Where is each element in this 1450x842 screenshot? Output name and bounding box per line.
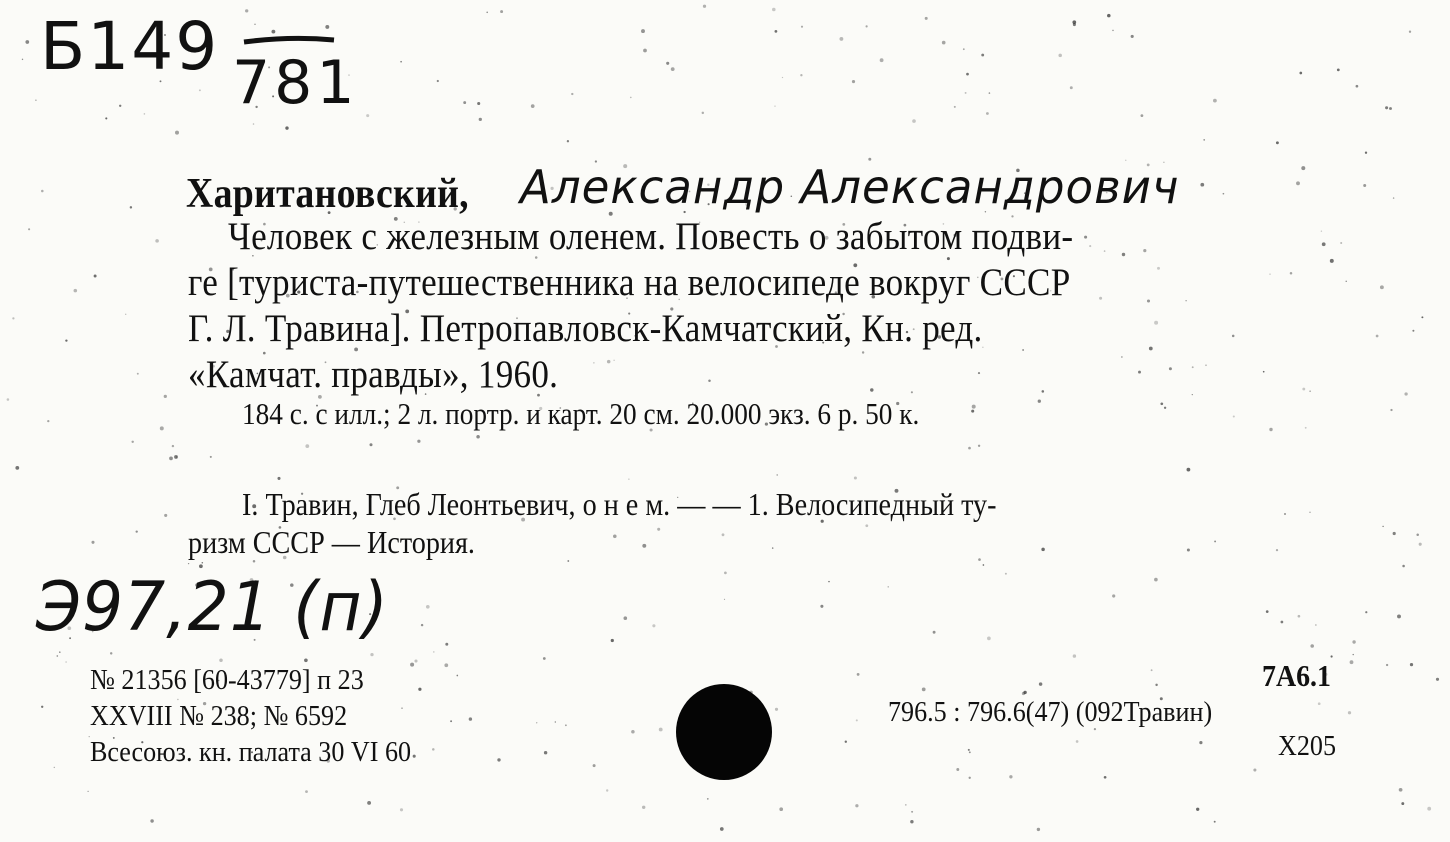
- title-line-4: «Камчат. правды», 1960.: [188, 353, 559, 396]
- handwritten-shelf-number: 781: [232, 48, 359, 118]
- handwritten-classification: Э97,21 (п): [36, 568, 389, 647]
- subject-headings-line-2: ризм СССР — История.: [188, 524, 475, 560]
- udc-index: 796.5 : 796.6(47) (092Травин): [888, 696, 1213, 728]
- collation-line: 184 с. с илл.; 2 л. портр. и карт. 20 см. 20.000 экз. 6 р. 50 к.: [242, 396, 920, 431]
- fraction-bar: [240, 30, 340, 50]
- registration-number: № 21356 [60-43779] п 23: [90, 664, 364, 696]
- author-surname: Харитановский,: [186, 171, 469, 217]
- title-line-2: ге [туриста-путешественника на велосипеде вокруг СССР: [188, 261, 1071, 304]
- volume-reference: XXVIII № 238; № 6592: [90, 700, 348, 732]
- author-mark: Х205: [1278, 730, 1337, 762]
- title-line-3: Г. Л. Травина]. Петропавловск-Камчатский, Кн. ред.: [188, 307, 983, 350]
- bbk-index: 7А6.1: [1262, 658, 1331, 693]
- author-given-names-handwritten: Александр Александрович: [520, 160, 1180, 214]
- chamber-stamp: Всесоюз. кн. палата 30 VI 60: [90, 736, 412, 768]
- subject-headings-line-1: I. Травин, Глеб Леонтьевич, о н е м. — — 1. Велосипедный ту-: [242, 486, 997, 522]
- title-line-1: Человек с железным оленем. Повесть о забытом подви-: [228, 215, 1074, 258]
- punch-hole: [676, 684, 772, 780]
- handwritten-shelfmark: Б149: [40, 8, 220, 85]
